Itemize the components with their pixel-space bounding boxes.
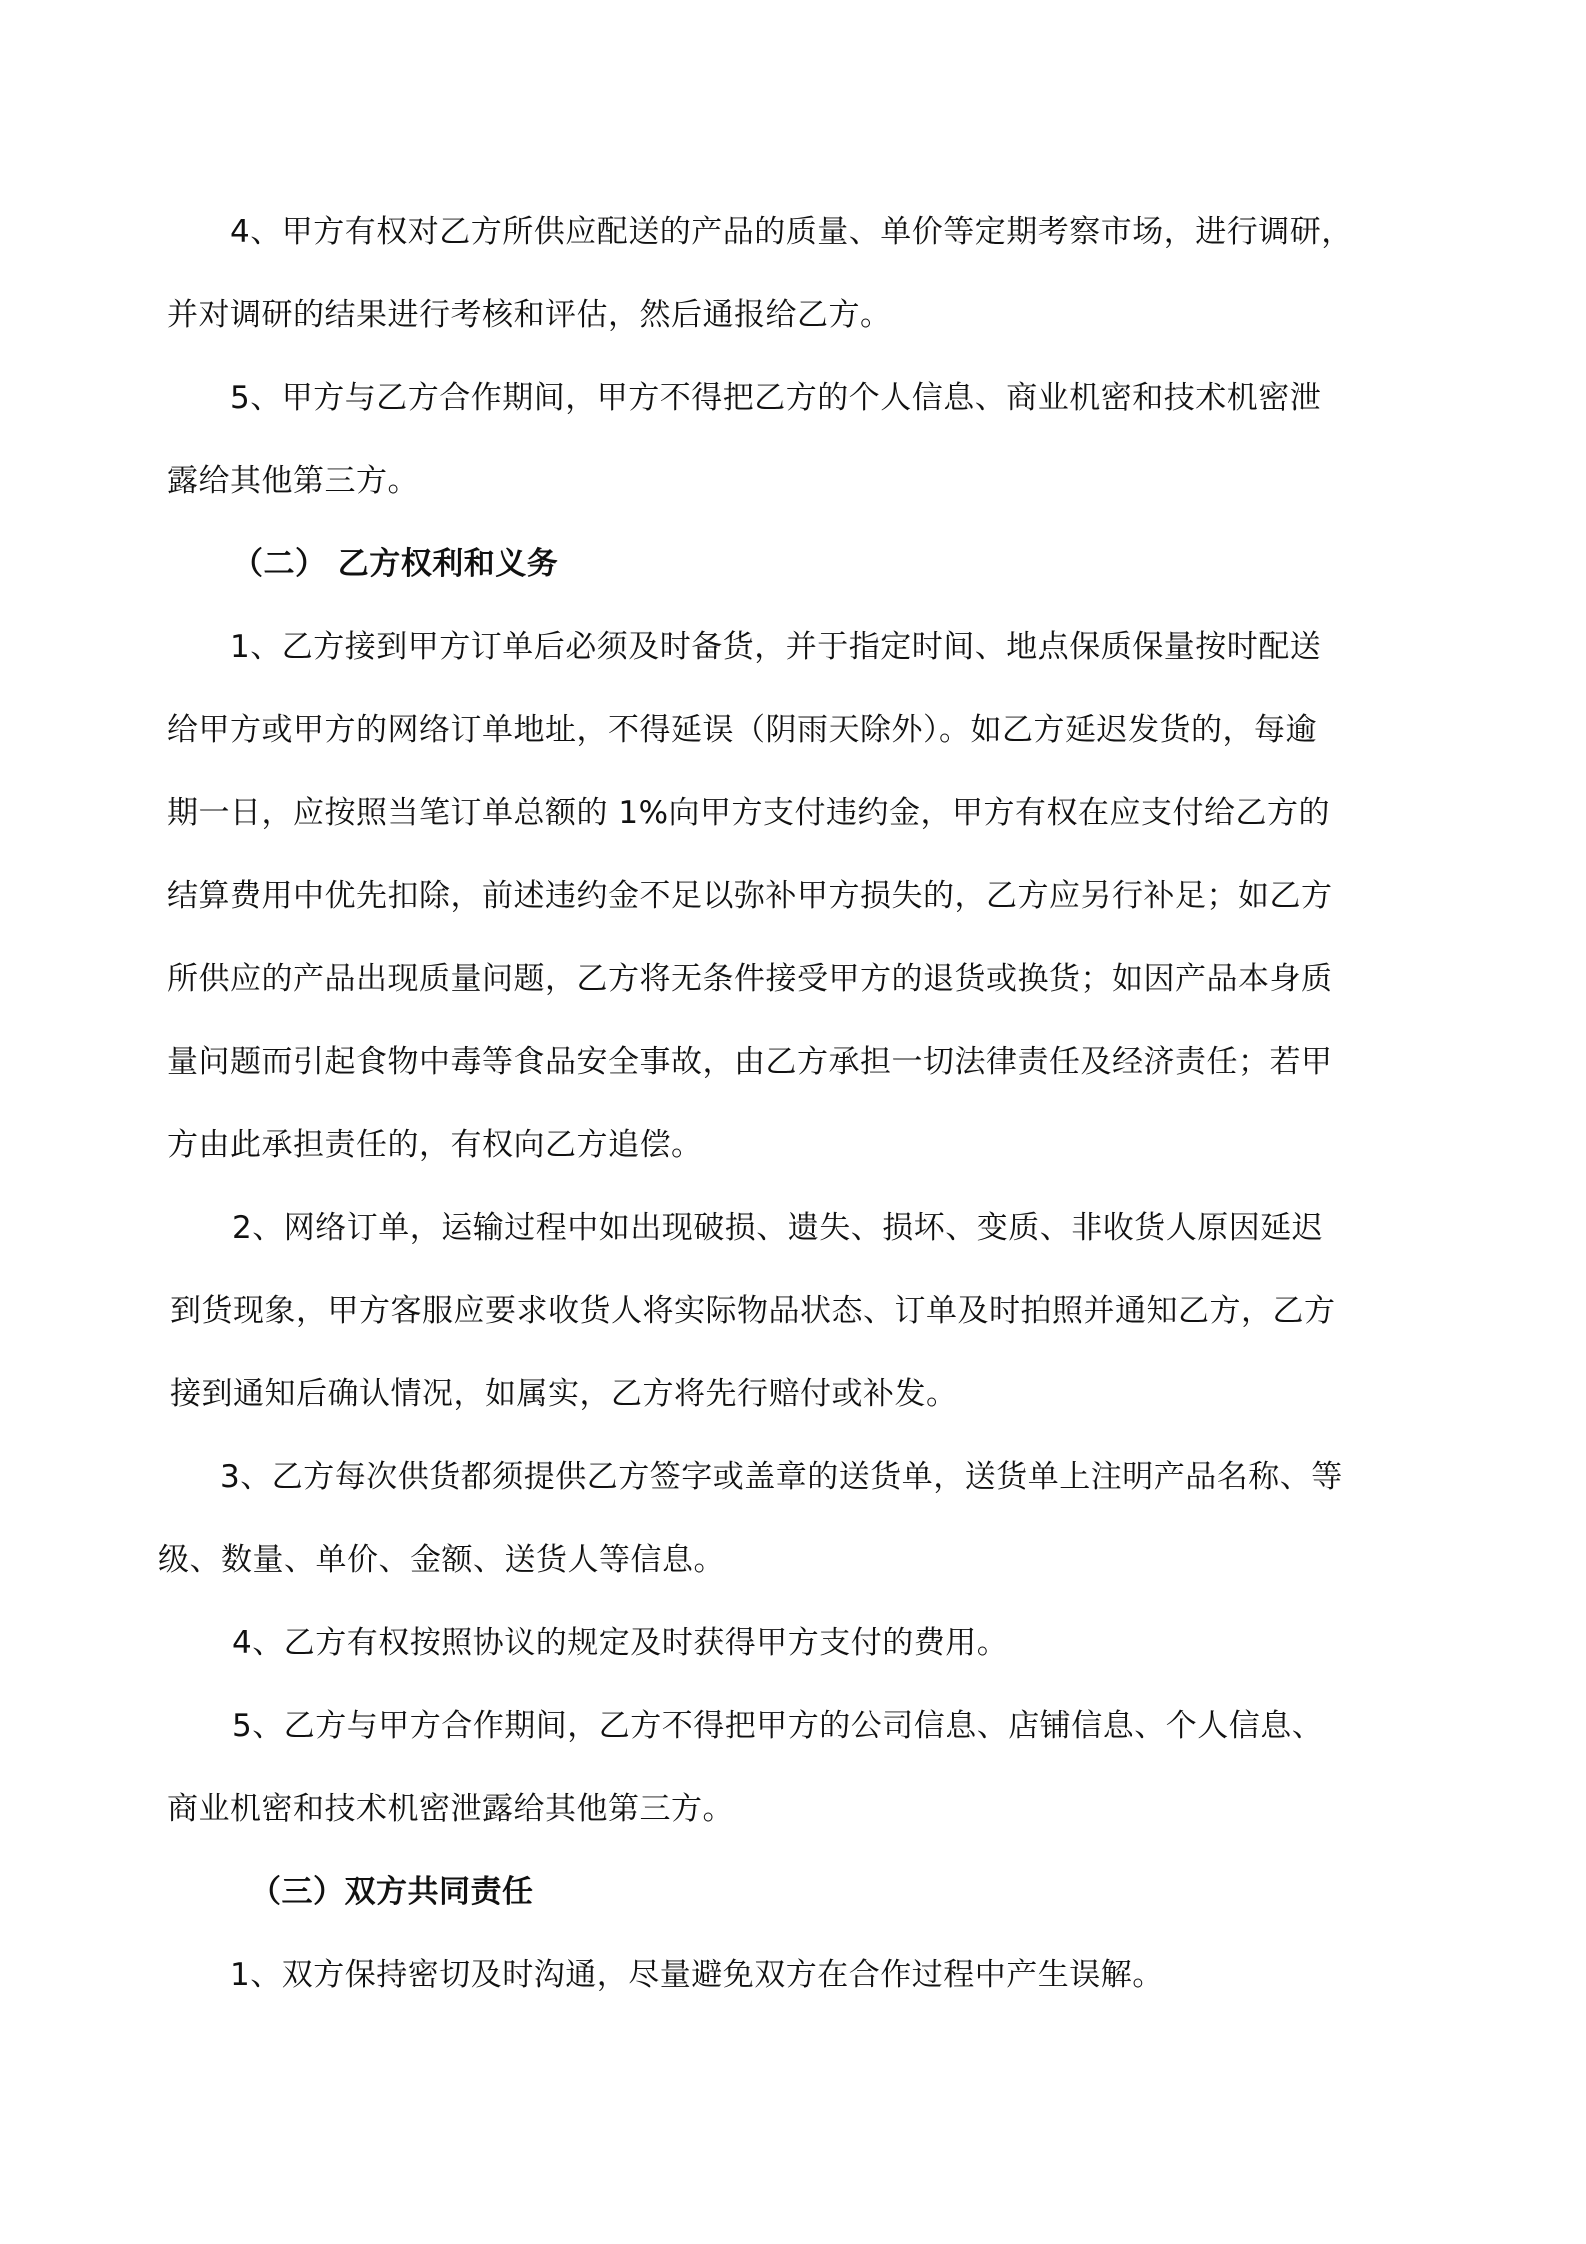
section-heading: （三）双方共同责任 [250, 1874, 534, 1910]
text-line: 5、甲方与乙方合作期间，甲方不得把乙方的个人信息、商业机密和技术机密泄 [230, 380, 1322, 416]
text-line: 1、乙方接到甲方订单后必须及时备货，并于指定时间、地点保质保量按时配送 [230, 629, 1322, 665]
text-line: 量问题而引起食物中毒等食品安全事故，由乙方承担一切法律责任及经济责任；若甲 [167, 1044, 1333, 1080]
text-line: 所供应的产品出现质量问题，乙方将无条件接受甲方的退货或换货；如因产品本身质 [167, 961, 1333, 997]
section-heading: （二） 乙方权利和义务 [232, 546, 559, 582]
text-line: 2、网络订单，运输过程中如出现破损、遗失、损坏、变质、非收货人原因延迟 [232, 1210, 1324, 1246]
text-line: 接到通知后确认情况，如属实，乙方将先行赔付或补发。 [170, 1376, 958, 1412]
text-line: 到货现象，甲方客服应要求收货人将实际物品状态、订单及时拍照并通知乙方，乙方 [170, 1293, 1336, 1329]
text-line: 级、数量、单价、金额、送货人等信息。 [158, 1542, 725, 1578]
text-line: 5、乙方与甲方合作期间，乙方不得把甲方的公司信息、店铺信息、个人信息、 [232, 1708, 1324, 1744]
text-line: 并对调研的结果进行考核和评估，然后通报给乙方。 [167, 297, 892, 333]
text-line: 3、乙方每次供货都须提供乙方签字或盖章的送货单，送货单上注明产品名称、等 [220, 1459, 1343, 1495]
text-line: 商业机密和技术机密泄露给其他第三方。 [167, 1791, 734, 1827]
text-line: 露给其他第三方。 [167, 463, 419, 499]
text-line: 给甲方或甲方的网络订单地址，不得延误（阴雨天除外）。如乙方延迟发货的，每逾 [167, 712, 1317, 748]
text-line: 结算费用中优先扣除，前述违约金不足以弥补甲方损失的，乙方应另行补足；如乙方 [167, 878, 1333, 914]
text-line: 方由此承担责任的，有权向乙方追偿。 [167, 1127, 703, 1163]
text-line: 1、双方保持密切及时沟通，尽量避免双方在合作过程中产生误解。 [230, 1957, 1164, 1993]
text-line: 期一日，应按照当笔订单总额的 1%向甲方支付违约金，甲方有权在应支付给乙方的 [167, 795, 1331, 831]
text-line: 4、乙方有权按照协议的规定及时获得甲方支付的费用。 [232, 1625, 1009, 1661]
text-line: 4、甲方有权对乙方所供应配送的产品的质量、单价等定期考察市场，进行调研， [230, 214, 1353, 250]
